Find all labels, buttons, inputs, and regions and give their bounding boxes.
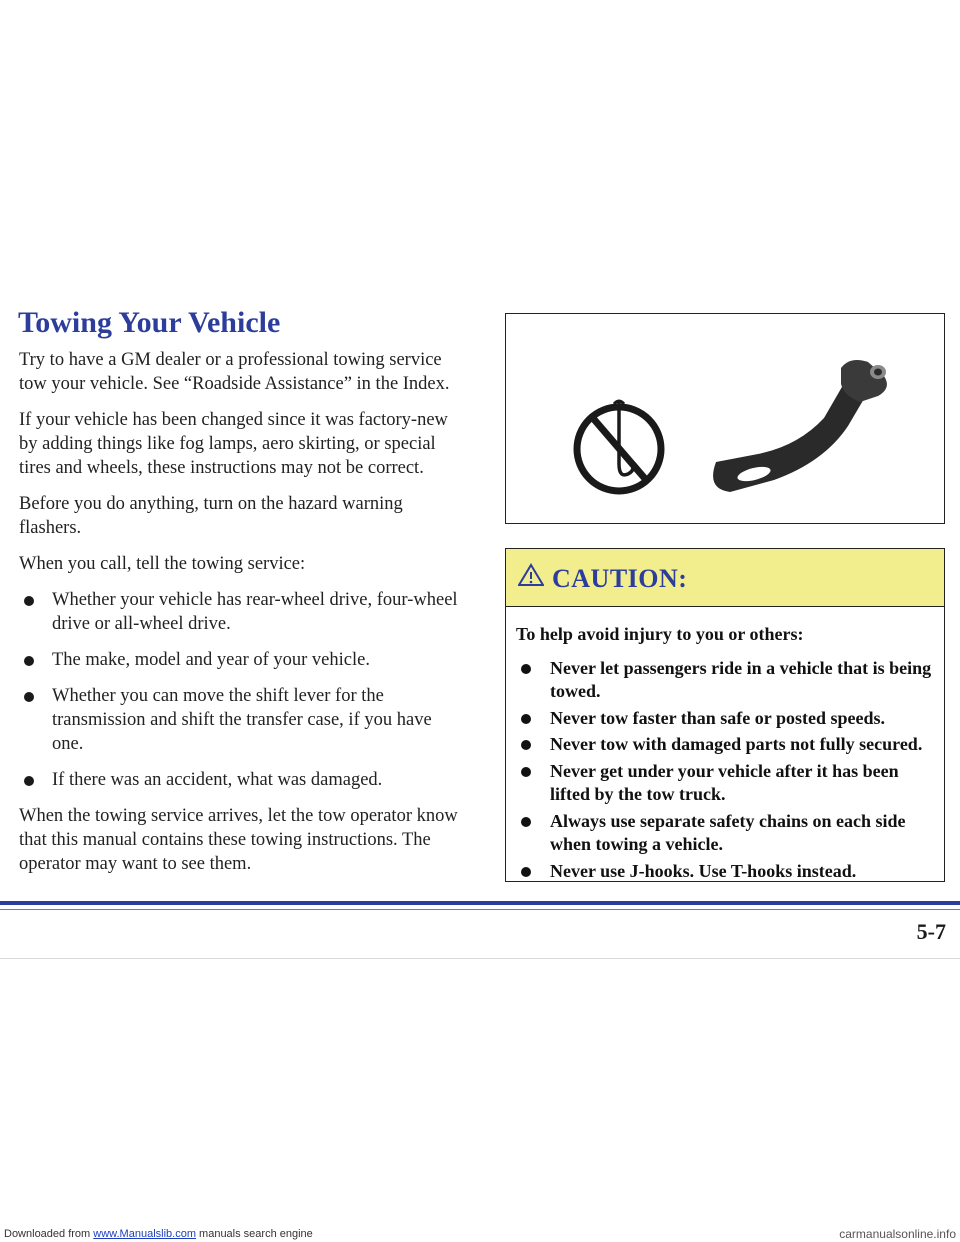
bullet-icon bbox=[521, 740, 531, 750]
hook-illustration bbox=[505, 313, 945, 524]
bullet-icon bbox=[521, 664, 531, 674]
closing-paragraph: When the towing service arrives, let the tow operator know that this manual contains these towing instructions. The operator may want to see them. bbox=[19, 806, 458, 874]
hook-figure bbox=[506, 314, 946, 525]
page-number: 5-7 bbox=[916, 919, 946, 944]
list-item: Never use J-hooks. Use T-hooks instead. bbox=[516, 860, 936, 883]
list-item: Always use separate safety chains on each side when towing a vehicle. bbox=[516, 810, 936, 857]
list-item: The make, model and year of your vehicle. bbox=[19, 648, 459, 672]
page-divider bbox=[0, 901, 960, 905]
caution-content bbox=[516, 623, 936, 882]
manualslib-link[interactable]: www.Manualslib.com bbox=[93, 1228, 196, 1240]
bullet-icon bbox=[521, 714, 531, 724]
bullet-icon bbox=[24, 656, 34, 666]
towing-service-list bbox=[19, 588, 459, 792]
caution-box bbox=[505, 548, 945, 882]
bullet-icon bbox=[24, 596, 34, 606]
caution-list bbox=[516, 657, 936, 883]
watermark-text: carmanualsonline.info bbox=[839, 1227, 956, 1241]
list-item: Never let passengers ride in a vehicle that is being towed. bbox=[516, 657, 936, 704]
list-item: Whether you can move the shift lever for the transmission and shift the transfer case, if you have one. bbox=[19, 684, 459, 756]
list-item: If there was an accident, what was damaged. bbox=[19, 768, 459, 792]
t-hook-icon bbox=[713, 360, 887, 492]
bullet-icon bbox=[521, 767, 531, 777]
page-divider-thin bbox=[0, 909, 960, 910]
list-item: Never tow with damaged parts not fully secured. bbox=[516, 733, 936, 757]
caution-intro: To help avoid injury to you or others: bbox=[516, 624, 804, 644]
hazard-paragraph: Before you do anything, turn on the hazard warning flashers. bbox=[19, 494, 403, 538]
list-item: Never get under your vehicle after it has been lifted by the tow truck. bbox=[516, 760, 936, 807]
bullet-icon bbox=[521, 817, 531, 827]
caution-title: CAUTION: bbox=[552, 564, 688, 593]
caution-header bbox=[506, 549, 944, 607]
page-bottom-line bbox=[0, 958, 960, 959]
page-title: Towing Your Vehicle bbox=[18, 306, 281, 339]
bullet-icon bbox=[24, 776, 34, 786]
intro-paragraph: Try to have a GM dealer or a professional towing service tow your vehicle. See “Roadside Assistance” in the Index. bbox=[19, 350, 450, 394]
list-item: Whether your vehicle has rear-wheel drive, four-wheel drive or all-wheel drive. bbox=[19, 588, 459, 636]
modification-paragraph: If your vehicle has been changed since it was factory-new by adding things like fog lamps, aero skirting, or special tires and wheels, these instructions may not be correct. bbox=[19, 410, 448, 478]
bullet-icon bbox=[521, 867, 531, 877]
download-footer: Downloaded from www.Manualslib.com manuals search engine bbox=[4, 1228, 313, 1240]
no-j-hook-icon bbox=[577, 401, 661, 491]
list-item: Never tow faster than safe or posted speeds. bbox=[516, 707, 936, 731]
bullet-icon bbox=[24, 692, 34, 702]
towing-instructions bbox=[19, 348, 459, 888]
call-paragraph: When you call, tell the towing service: bbox=[19, 554, 306, 574]
warning-triangle-icon bbox=[518, 563, 544, 587]
